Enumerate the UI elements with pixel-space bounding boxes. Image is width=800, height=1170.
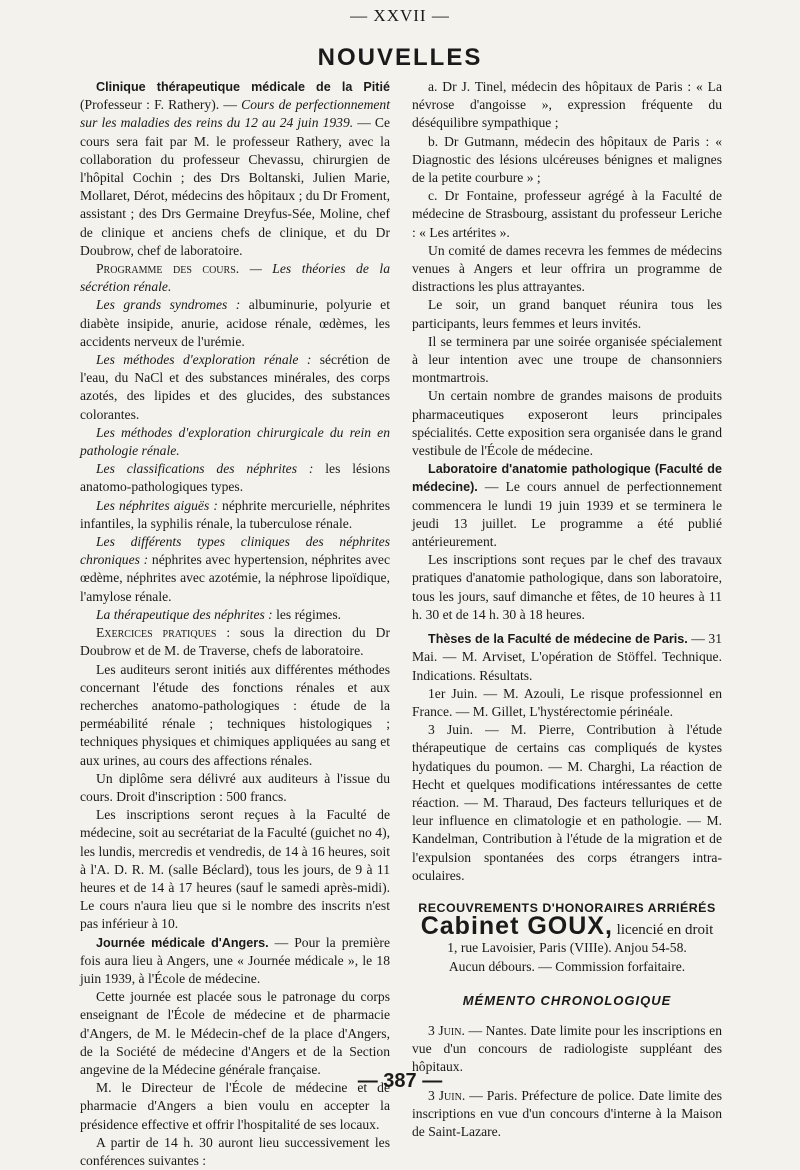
nephrites-aigues (80, 497, 390, 533)
theses-heading: Thèses de la Faculté de médecine de Paris. (428, 632, 688, 647)
labo-paragraph (412, 460, 722, 551)
conferences-intro: A partir de 14 h. 30 auront lieu successivement les conférences suivantes : (80, 1134, 390, 1168)
methodes-exploration (80, 351, 390, 424)
memento-2-text: — Paris. Préfecture de police. Date limite des inscriptions en vue d'un concours d'interne à la Maison de Saint-Lazare. (412, 1087, 722, 1139)
exploration-chirurgicale: Les méthodes d'exploration chirurgicale du rein en pathologie rénale. (80, 424, 390, 459)
theses-31-mai: — 31 Mai. — M. Arviset, L'opération de Stöffel. Technique. Indications. Résultats. (412, 631, 723, 683)
labo-heading: Laboratoire d'anatomie pathologique (Faculté de médecine). (412, 462, 722, 495)
section-title: NOUVELLES (317, 44, 483, 71)
right-column (412, 78, 722, 1141)
methodes-label: Les méthodes d'exploration rénale : (96, 352, 312, 368)
pitie-paragraph (80, 78, 390, 260)
aigues-text: néphrite mercurielle, néphrites infantiles, la syphilis rénale, la tuberculose rénale. (80, 497, 390, 531)
conference-b: b. Dr Gutmann, médecin des hôpitaux de Paris : « Diagnostic des lésions ulcéreuses bénignes et malignes de la petite courbure » ; (412, 133, 722, 186)
memento-1-date: 3 Juin. (428, 1022, 465, 1038)
banquet-paragraph: Le soir, un grand banquet réunira tous les participants, leurs femmes et leurs invités. (412, 297, 722, 331)
angers-text: — Pour la première fois aura lieu à Angers, une « Journée médicale », le 18 juin 1939, à l'École de médecine. (80, 934, 390, 986)
directeur-paragraph: M. le Directeur de l'École de médecine et de pharmacie d'Angers a bien voulu en accepter la présidence effective et offrir l'hospitalité de ses locaux. (80, 1080, 390, 1132)
ad-terms: Aucun débours. — Commission forfaitaire. (448, 958, 686, 974)
conference-c: c. Dr Fontaine, professeur agrégé à la Faculté de médecine de Strasbourg, assistant du professeur Leriche : « Les artérites ». (412, 188, 722, 240)
left-column (80, 78, 390, 1170)
comite-paragraph: Un comité de dames recevra les femmes de médecins venues à Angers et leur offrira un programme de distractions les plus attrayantes. (412, 242, 722, 295)
ad-heading: RECOUVREMENTS D'HONORAIRES ARRIÉRÉS (418, 900, 716, 915)
ad-address: 1, rue Lavoisier, Paris (VIIIe). Anjou 54-58. (447, 940, 687, 956)
exercices-text: : sous la direction du Dr Doubrow et de M. de Traverse, chefs de laboratoire. (80, 625, 390, 659)
pitie-course-title: Cours de perfectionnement sur les maladies des reins du 12 au 24 juin 1939. (80, 97, 390, 131)
patronage-paragraph: Cette journée est placée sous le patronage du corps enseignant de l'École de médecine et de pharmacie d'Angers, de M. le Médecin-chef de la place d'Angers, de la Société de médecine d'Angers et de la Section angevine de la Médecine générale française. (80, 989, 390, 1077)
auditeurs-paragraph: Les auditeurs seront initiés aux différentes méthodes concernant l'étude des fonctions rénales et aux recherches anatomo-pathologiques : étude de la perméabilité rénale ; techniques histologiques ; techniques physiques et chimiques appliquées au sang et aux urines, au cours des affections rénales. (80, 661, 390, 768)
memento-title: MÉMENTO CHRONOLOGIQUE (462, 992, 672, 1008)
therapeutique (80, 606, 390, 624)
exercices-pratiques (80, 624, 390, 660)
aigues-label: Les néphrites aiguës : (96, 497, 218, 513)
labo-text: — Le cours annuel de perfectionnement commencera le lundi 19 juin 1939 et se terminera le jeudi 13 juillet. Le programme a été publié antérieurement. (412, 479, 722, 550)
classifications-text: les lésions anatomo-pathologiques types. (80, 461, 390, 495)
soiree-paragraph: Il se terminera par une soirée organisée spécialement à leur intention avec une troupe de chansonniers montmartrois. (412, 333, 722, 386)
ad-role: licencié en droit (612, 922, 714, 939)
conference-a: a. Dr J. Tinel, médecin des hôpitaux de Paris : « La névrose d'angoisse », expression fréquente du déséquilibre sympathique ; (412, 79, 722, 131)
memento-entry-1 (412, 1022, 722, 1077)
inscriptions-paragraph: Les inscriptions seront reçues à la Faculté de médecine, soit au secrétariat de la Faculté (guichet no 4), les lundis, mercredis et vendredis, de 14 à 16 heures, soit à l'A. D. R. M. (salle Béclard), tous les jours, de 9 à 11 heures et de 14 à 17 heures (sauf le samedi après-midi). Le cours n'aura lieu que si le nombre des inscrits n'est pas inférieur à 10. (80, 807, 390, 932)
theses-3-juin: 3 Juin. — M. Pierre, Contribution à l'étude thérapeutique de certains cas compliqués de kystes hydatiques du poumon. — M. Charghi, La réaction de Hecht et quelques modifications intéressantes de cette réaction. — M. Tharaud, Des facteurs telluriques et de leur influence en climatologie et en pathologie. — M. Kandelman, Contribution à l'étude de la migration et de l'expulsion spontanées des corps étrangers intra-oculaires. (412, 722, 722, 883)
labo-inscriptions: Les inscriptions sont reçues par le chef des travaux pratiques d'anatomie pathologique, dans son laboratoire, tous les jours, sauf dimanche et fêtes, de 10 heures à 11 h. 30 et de 14 h. 30 à 18 heures. (412, 552, 722, 622)
angers-paragraph (80, 934, 390, 989)
pitie-heading: Clinique thérapeutique médicale de la Pitié (96, 80, 390, 94)
ad-company-name: Cabinet GOUX, (420, 912, 613, 941)
grands-text: albuminurie, polyurie et diabète insipide, anurie, acidose rénale, œdèmes, les accidents nerveux de l'urémie. (80, 297, 390, 349)
memento-entry-2 (412, 1087, 722, 1142)
programme-label: Programme des cours. (96, 261, 240, 277)
classifications (80, 460, 390, 496)
memento-2-date: 3 Juin. (428, 1087, 466, 1103)
exercices-label: Exercices pratiques (96, 625, 217, 641)
types-cliniques (80, 533, 390, 606)
methodes-text: sécrétion de l'eau, du NaCl et des substances minérales, des corps azotés, des lipides et des glucides, des substances colorantes. (80, 352, 390, 422)
angers-heading: Journée médicale d'Angers. (96, 935, 269, 950)
therapeutique-label: La thérapeutique des néphrites : (96, 606, 273, 622)
theses-1-juin: 1er Juin. — M. Azouli, Le risque professionnel en France. — M. Gillet, L'hystérectomie périnéale. (412, 685, 722, 719)
grands-syndromes (80, 296, 390, 351)
pitie-body: — Ce cours sera fait par M. le professeur Rathery, avec la collaboration du professeur Chevassu, chirurgien de l'hôpital Cochin ; des Drs Boltanski, Julien Marie, Mollaret, Dérot, médecins des hôpitaux ; du Dr Froment, assistant ; des Drs Germaine Dreyfus-Sée, Moline, chef de clinique et anciens chefs de clinique, et du Dr Doubrow, chef de laboratoire. (80, 115, 390, 258)
types-label: Les différents types cliniques des néphrites chroniques : (80, 534, 390, 568)
pitie-prof: (Professeur : F. Rathery). — (80, 97, 242, 113)
types-text: néphrites avec hypertension, néphrites avec œdème, néphrites avec azotémie, la néphrose lipoïdique, l'amylose rénale. (80, 552, 390, 604)
exposition-paragraph: Un certain nombre de grandes maisons de produits pharmaceutiques exposeront leurs principales spécialités. Cette exposition sera organisée dans le grand vestibule de l'École de médecine. (412, 388, 722, 459)
advertisement (412, 899, 722, 976)
programme-paragraph (80, 260, 390, 296)
classifications-label: Les classifications des néphrites : (96, 461, 314, 477)
memento-1-text: — Nantes. Date limite pour les inscriptions en vue d'un concours de radiologiste suppléant des hôpitaux. (412, 1022, 722, 1075)
grands-label: Les grands syndromes : (96, 297, 241, 313)
programme-title: — Les théories de la sécrétion rénale. (80, 261, 390, 295)
therapeutique-text: les régimes. (272, 606, 342, 622)
page-number: — 387 — (357, 1070, 443, 1092)
theses-paragraph (412, 630, 722, 685)
diplome-paragraph: Un diplôme sera délivré aux auditeurs à l'issue du cours. Droit d'inscription : 500 francs. (80, 770, 390, 804)
page-header: — XXVII — (350, 6, 450, 25)
